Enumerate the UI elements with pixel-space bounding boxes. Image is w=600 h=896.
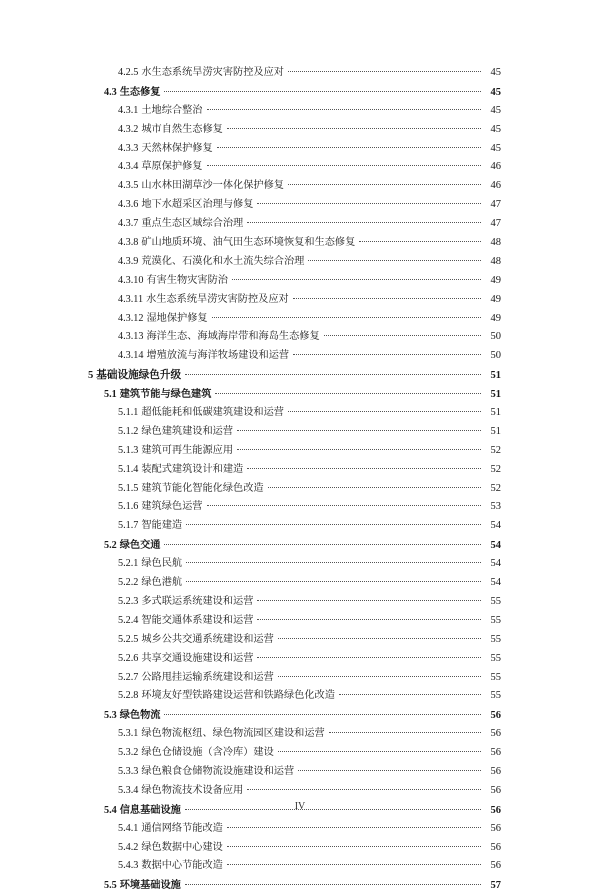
toc-entry[interactable]: [0, 177, 600, 196]
toc-entry-title: [118, 461, 243, 480]
toc-entry-page: 47: [490, 199, 501, 211]
toc-entry-text: 装配式建筑设计和建造: [141, 463, 244, 475]
toc-entry-title: [118, 196, 253, 215]
dot-leader: [278, 638, 481, 639]
toc-entry-page: 55: [490, 633, 501, 645]
toc-entry-number: 4.3.12: [118, 312, 144, 324]
toc-entry[interactable]: [0, 536, 600, 555]
toc-entry-title: [118, 480, 264, 499]
toc-entry-number: 5.2.8: [118, 690, 139, 702]
toc-entry[interactable]: [0, 725, 600, 744]
toc-entry-title: [118, 64, 284, 83]
page-footer-number: IV: [294, 801, 306, 812]
toc-entry-title: [118, 423, 233, 442]
toc-entry-page: 56: [490, 841, 501, 853]
toc-entry-number: 4.3.10: [118, 274, 144, 286]
toc-entry-text: 超低能耗和低碳建筑建设和运营: [141, 407, 284, 419]
toc-entry-text: 荒漠化、石漠化和水土流失综合治理: [141, 255, 305, 267]
dot-leader: [293, 298, 481, 299]
toc-entry-number: 4.2.5: [118, 67, 139, 78]
toc-entry-title: [118, 442, 233, 461]
toc-entry-page: 56: [490, 728, 501, 740]
toc-entry-number: 5.1.3: [118, 444, 139, 456]
toc-entry-number: 4.3.4: [118, 161, 139, 173]
toc-entry-text: 环境友好型铁路建设运营和铁路绿色化改造: [141, 690, 335, 702]
toc-entry-number: 5.1.5: [118, 482, 139, 494]
toc-entry[interactable]: [0, 706, 600, 725]
toc-entry-text: 绿色物流枢纽、绿色物流园区建设和运营: [141, 728, 325, 740]
toc-entry-number: 5.1.4: [118, 463, 139, 475]
toc-entry-number: 5.1.7: [118, 520, 139, 532]
toc-entry-page: 56: [490, 710, 501, 722]
toc-entry-title: [118, 253, 304, 272]
toc-entry-title: [118, 272, 228, 291]
toc-entry-title: [118, 782, 243, 801]
toc-entry-text: 通信网络节能改造: [141, 822, 223, 834]
toc-entry-text: 土地综合整治: [141, 104, 203, 116]
toc-entry-title: [118, 102, 203, 121]
toc-entry-page: 56: [490, 822, 501, 834]
toc-entry-title: [118, 121, 223, 140]
toc-entry-number: 4.3.6: [118, 199, 139, 211]
toc-entry-page: 45: [490, 67, 501, 78]
toc-entry-page: 45: [490, 104, 501, 116]
toc-entry-number: 5.2: [104, 540, 117, 552]
toc-entry-number: 5.3.2: [118, 747, 139, 759]
toc-entry-text: 山水林田湖草沙一体化保护修复: [141, 180, 284, 192]
toc-entry-page: 48: [490, 237, 501, 249]
toc-entry[interactable]: [0, 102, 600, 121]
toc-entry-page: 55: [490, 614, 501, 626]
toc-entry-text: 地下水超采区治理与修复: [141, 199, 254, 211]
dot-leader: [247, 222, 481, 223]
dot-leader: [278, 751, 481, 752]
toc-entry-text: 水生态系统旱涝灾害防控及应对: [146, 293, 289, 305]
dot-leader: [232, 279, 481, 280]
toc-entry[interactable]: [0, 253, 600, 272]
toc-entry-title: [118, 669, 274, 688]
toc-entry[interactable]: [0, 593, 600, 612]
toc-entry-title: [118, 555, 182, 574]
dot-leader: [257, 619, 481, 620]
toc-entry-title: [118, 820, 223, 839]
toc-entry-page: 49: [490, 293, 501, 305]
dot-leader: [185, 374, 481, 375]
toc-entry[interactable]: [0, 857, 600, 876]
toc-entry-number: 5.2.6: [118, 652, 139, 664]
toc-entry-number: 5.1.1: [118, 407, 139, 419]
toc-entry-text: 城乡公共交通系统建设和运营: [141, 633, 274, 645]
toc-entry[interactable]: [0, 385, 600, 404]
toc-entry-title: [118, 291, 289, 310]
toc-entry-page: 51: [490, 370, 501, 382]
toc-entry-page: 56: [490, 860, 501, 872]
toc-entry[interactable]: [0, 196, 600, 215]
dot-leader: [185, 884, 481, 885]
dot-leader: [268, 487, 481, 488]
toc-entry-text: 矿山地质环境、油气田生态环境恢复和生态修复: [141, 237, 356, 249]
toc-entry[interactable]: [0, 669, 600, 688]
dot-leader: [215, 393, 481, 394]
dot-leader: [288, 184, 481, 185]
toc-entry-text: 绿色物流技术设备应用: [141, 784, 244, 796]
toc-entry-number: 5.1.2: [118, 425, 139, 437]
toc-entry-number: 5.4.2: [118, 841, 139, 853]
toc-entry-text: 共享交通设施建设和运营: [141, 652, 254, 664]
toc-entry-page: 57: [490, 880, 501, 892]
dot-leader: [247, 468, 481, 469]
toc-entry-number: 4.3: [104, 86, 117, 98]
toc-entry-text: 信息基础设施: [119, 803, 181, 816]
toc-entry-number: 5.3.1: [118, 728, 139, 740]
toc-entry-page: 52: [490, 444, 501, 456]
toc-entry[interactable]: [0, 423, 600, 442]
toc-entry[interactable]: [0, 215, 600, 234]
toc-entry[interactable]: [0, 272, 600, 291]
toc-entry-number: 5.5: [104, 880, 117, 892]
dot-leader: [237, 449, 481, 450]
toc-entry-number: 5.2.3: [118, 595, 139, 607]
toc-entry-title: [118, 404, 284, 423]
toc-entry-text: 绿色交通: [119, 539, 161, 552]
toc-entry-title: [104, 385, 211, 405]
toc-entry-text: 建筑节能与绿色建筑: [119, 388, 212, 401]
dot-leader: [207, 505, 482, 506]
toc-entry-text: 绿色物流: [119, 709, 161, 722]
toc-entry[interactable]: [0, 782, 600, 801]
toc-entry-title: [104, 536, 160, 556]
dot-leader: [227, 864, 481, 865]
dot-leader: [227, 128, 481, 129]
toc-entry[interactable]: [0, 347, 600, 366]
toc-entry[interactable]: [0, 310, 600, 329]
toc-entry-text: 绿色仓储设施（含冷库）建设: [141, 747, 274, 759]
toc-entry-text: 智能建造: [141, 520, 183, 532]
toc-entry-text: 有害生物灾害防治: [146, 274, 228, 286]
toc-entry-page: 56: [490, 804, 501, 816]
toc-entry-page: 56: [490, 765, 501, 777]
toc-entry-number: 5.3.3: [118, 765, 139, 777]
dot-leader: [186, 562, 481, 563]
toc-entry-number: 4.3.9: [118, 255, 139, 267]
toc-entry-page: 54: [490, 558, 501, 570]
dot-leader: [257, 657, 481, 658]
toc-entry-number: 5.2.1: [118, 558, 139, 570]
toc-entry-text: 绿色建筑建设和运营: [141, 425, 234, 437]
toc-entry-text: 草原保护修复: [141, 161, 203, 173]
toc-entry[interactable]: [0, 574, 600, 593]
toc-entry-title: [118, 215, 243, 234]
toc-entry-number: 5.2.5: [118, 633, 139, 645]
toc-entry-number: 5.1.6: [118, 501, 139, 513]
toc-entry-page: 52: [490, 463, 501, 475]
toc-entry[interactable]: [0, 121, 600, 140]
toc-entry-title: [118, 593, 253, 612]
toc-entry-number: 4.3.5: [118, 180, 139, 192]
dot-leader: [217, 147, 481, 148]
toc-entry-title: [118, 498, 203, 517]
dot-leader: [227, 846, 481, 847]
toc-entry-title: [118, 650, 253, 669]
toc-entry[interactable]: [0, 517, 600, 536]
toc-entry-number: 4.3.1: [118, 104, 139, 116]
toc-entry-number: 5: [88, 370, 94, 382]
toc-entry-number: 5.4.1: [118, 822, 139, 834]
dot-leader: [308, 260, 481, 261]
toc-entry-text: 天然林保护修复: [141, 142, 213, 154]
toc-entry-number: 5.2.7: [118, 671, 139, 683]
toc-entry-text: 公路甩挂运输系统建设和运营: [141, 671, 274, 683]
toc-entry-title: [118, 177, 284, 196]
toc-entry-page: 46: [490, 161, 501, 173]
toc-entry-title: [118, 744, 274, 763]
toc-entry-title: [118, 347, 289, 366]
dot-leader: [237, 430, 481, 431]
toc-entry-title: [118, 725, 325, 744]
dot-leader: [293, 354, 481, 355]
toc-entry-page: 49: [490, 312, 501, 324]
toc-entry-text: 环境基础设施: [119, 879, 181, 892]
toc-entry-text: 绿色民航: [141, 558, 183, 570]
toc-entry-page: 51: [490, 425, 501, 437]
toc-entry-title: [118, 234, 355, 253]
dot-leader: [359, 241, 481, 242]
toc-entry-page: 55: [490, 595, 501, 607]
toc-entry-page: 50: [490, 331, 501, 343]
toc-entry-page: 49: [490, 274, 501, 286]
toc-entry-page: 52: [490, 482, 501, 494]
toc-entry-text: 水生态系统旱涝灾害防控及应对: [141, 67, 284, 78]
toc-entry-text: 数据中心节能改造: [141, 860, 223, 872]
toc-entry-title: [104, 83, 160, 103]
toc-entry-number: 4.3.7: [118, 218, 139, 230]
dot-leader: [324, 335, 481, 336]
toc-entry[interactable]: [0, 83, 600, 102]
toc-entry[interactable]: [0, 461, 600, 480]
toc-entry-number: 5.3.4: [118, 784, 139, 796]
toc-entry[interactable]: [0, 480, 600, 499]
toc-entry-text: 绿色港航: [141, 577, 183, 589]
toc-entry-text: 建筑绿色运营: [141, 501, 203, 513]
toc-entry-text: 增殖放流与海洋牧场建设和运营: [146, 350, 290, 362]
toc-entry-page: 55: [490, 652, 501, 664]
toc-entry-text: 智能交通体系建设和运营: [141, 614, 254, 626]
toc-entry-title: [118, 328, 320, 347]
toc-entry[interactable]: [0, 763, 600, 782]
toc-entry-title: [118, 140, 213, 159]
dot-leader: [288, 411, 481, 412]
toc-entry-page: 50: [490, 350, 501, 362]
dot-leader: [329, 732, 481, 733]
dot-leader: [278, 676, 481, 677]
dot-leader: [207, 109, 482, 110]
toc-entry-number: 4.3.3: [118, 142, 139, 154]
toc-entry[interactable]: [0, 366, 600, 385]
toc-entry[interactable]: [0, 404, 600, 423]
toc-entry-text: 绿色粮食仓储物流设施建设和运营: [141, 765, 295, 777]
toc-entry-title: [118, 857, 223, 876]
toc-entry[interactable]: [0, 328, 600, 347]
toc-entry-page: 45: [490, 86, 501, 98]
toc-entry-title: [118, 763, 294, 782]
toc-entry-title: [104, 876, 181, 896]
toc-entry[interactable]: [0, 687, 600, 706]
toc-entry-number: 5.2.4: [118, 614, 139, 626]
toc-entry-number: 4.3.8: [118, 237, 139, 249]
toc-entry-text: 基础设施绿色升级: [96, 369, 182, 382]
toc-entry-page: 54: [490, 540, 501, 552]
toc-entry-page: 48: [490, 255, 501, 267]
toc-entry-number: 5.1: [104, 389, 117, 401]
toc-entry[interactable]: [0, 291, 600, 310]
toc-entry-number: 4.3.14: [118, 350, 144, 362]
toc-entry-text: 生态修复: [119, 85, 161, 98]
table-of-contents: [0, 64, 600, 895]
toc-entry[interactable]: [0, 64, 600, 83]
dot-leader: [207, 165, 482, 166]
toc-entry[interactable]: [0, 631, 600, 650]
toc-entry-title: [88, 366, 181, 386]
dot-leader: [212, 317, 481, 318]
toc-entry-title: [118, 158, 203, 177]
toc-entry-page: 51: [490, 407, 501, 419]
dot-leader: [164, 714, 481, 715]
toc-entry-text: 海洋生态、海域海岸带和海岛生态修复: [146, 331, 320, 343]
toc-entry-title: [118, 574, 182, 593]
dot-leader: [164, 544, 481, 545]
toc-entry-text: 城市自然生态修复: [141, 123, 223, 135]
toc-entry-text: 绿色数据中心建设: [141, 841, 223, 853]
toc-entry-title: [118, 612, 253, 631]
toc-entry-text: 重点生态区域综合治理: [141, 218, 244, 230]
toc-entry[interactable]: [0, 158, 600, 177]
dot-leader: [186, 524, 481, 525]
toc-entry[interactable]: [0, 442, 600, 461]
toc-entry[interactable]: [0, 234, 600, 253]
toc-entry-text: 湿地保护修复: [146, 312, 208, 324]
toc-entry[interactable]: [0, 612, 600, 631]
toc-entry-text: 建筑节能化智能化绿色改造: [141, 482, 264, 494]
toc-entry-page: 45: [490, 123, 501, 135]
toc-entry-title: [118, 631, 274, 650]
toc-entry-number: 5.4: [104, 804, 117, 816]
toc-entry-page: 45: [490, 142, 501, 154]
toc-entry-title: [118, 310, 208, 329]
toc-entry[interactable]: [0, 555, 600, 574]
toc-entry-page: 54: [490, 520, 501, 532]
toc-entry-number: 4.3.13: [118, 331, 144, 343]
toc-entry-page: 54: [490, 577, 501, 589]
toc-entry-page: 51: [490, 389, 501, 401]
toc-entry[interactable]: [0, 876, 600, 895]
toc-entry-number: 5.4.3: [118, 860, 139, 872]
dot-leader: [288, 71, 481, 72]
dot-leader: [298, 770, 481, 771]
toc-entry-page: 46: [490, 180, 501, 192]
toc-entry[interactable]: [0, 650, 600, 669]
dot-leader: [257, 203, 481, 204]
toc-entry[interactable]: [0, 820, 600, 839]
toc-entry-page: 55: [490, 671, 501, 683]
dot-leader: [339, 694, 481, 695]
toc-entry-number: 5.2.2: [118, 577, 139, 589]
toc-entry-number: 5.3: [104, 710, 117, 722]
dot-leader: [164, 91, 481, 92]
toc-entry-page: 56: [490, 784, 501, 796]
toc-entry[interactable]: [0, 140, 600, 159]
toc-entry-text: 多式联运系统建设和运营: [141, 595, 254, 607]
toc-entry-page: 55: [490, 690, 501, 702]
toc-entry-number: 4.3.2: [118, 123, 139, 135]
toc-entry-title: [104, 706, 160, 726]
toc-entry-number: 4.3.11: [118, 293, 144, 305]
toc-entry-text: 建筑可再生能源应用: [141, 444, 234, 456]
toc-entry[interactable]: [0, 744, 600, 763]
dot-leader: [186, 581, 481, 582]
toc-entry[interactable]: [0, 498, 600, 517]
toc-entry-title: [118, 687, 335, 706]
toc-entry-title: [118, 517, 182, 536]
dot-leader: [227, 827, 481, 828]
toc-entry-page: 47: [490, 218, 501, 230]
toc-entry-page: 56: [490, 747, 501, 759]
toc-entry-page: 53: [490, 501, 501, 513]
dot-leader: [247, 789, 481, 790]
dot-leader: [257, 600, 481, 601]
